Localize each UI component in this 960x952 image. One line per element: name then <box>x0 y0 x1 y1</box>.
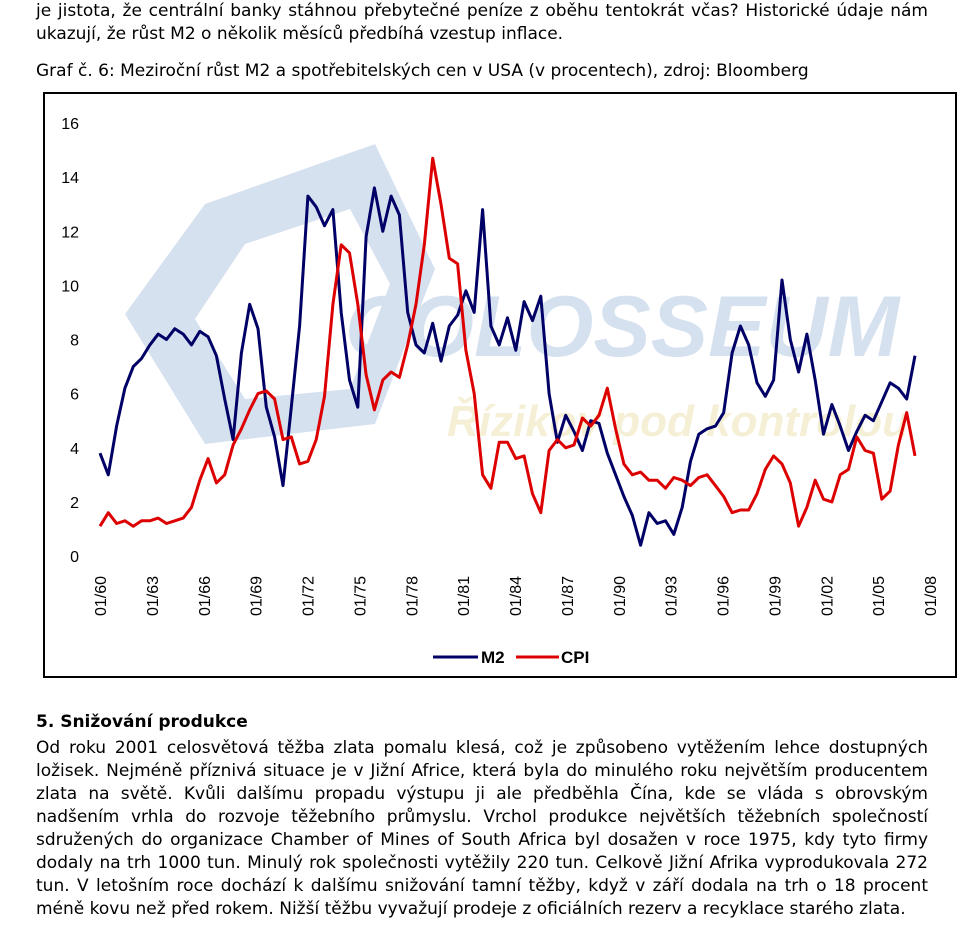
y-tick-label: 12 <box>61 224 79 242</box>
x-tick-label: 01/60 <box>93 576 110 617</box>
x-tick-label: 01/69 <box>248 576 266 617</box>
body-paragraph: Od roku 2001 celosvětová těžba zlata pomalu klesá, což je způsobeno vytěžením lehce dostupných ložisek. Nejméně příznivá situace je v Jižní Africe, která byla do minulého roku největším producentem zlata na světě. Kvůli dalšímu propadu výstupu ji ale předběhla Čína, kde se vláda s obrovským nadšením vrhla do rozvoje těžebního průmyslu. Vrchol produkce největších těžebních společností sdružených do organizace Chamber of Mines of South Africa byl dosažen v roce 1975, kdy tyto firmy dodaly na trh 1000 tun. Minulý rok společnosti vytěžily 220 tun. Celkově Jižní Afrika vyprodukovala 272 tun. V letošním roce dochází k dalšímu snižování tamní těžby, když v září dodala na trh o 18 procent méně kovu než před rokem. Nižší těžbu vyvažují prodeje z oficiálních rezerv a recyklace starého zlata. <box>36 738 928 919</box>
svg-text:COLOSSEUM: COLOSSEUM <box>345 279 900 375</box>
y-tick-label: 16 <box>61 116 79 133</box>
x-tick-label: 01/75 <box>352 576 370 617</box>
x-tick-label: 01/78 <box>404 576 422 617</box>
x-tick-label: 01/93 <box>663 576 681 617</box>
x-tick-label: 01/81 <box>456 576 474 617</box>
x-tick-label: 01/84 <box>508 576 525 617</box>
chart-frame <box>43 92 957 678</box>
y-axis-ticks <box>61 116 79 566</box>
x-tick-label: 01/66 <box>196 576 214 617</box>
y-tick-label: 0 <box>70 549 79 566</box>
x-tick-label: 01/63 <box>144 576 162 617</box>
intro-paragraph: je jistota, že centrální banky stáhnou přebytečné peníze z oběhu tentokrát včas? Historické údaje nám ukazují, že růst M2 o několik měsíců předbíhá vzestup inflace. <box>36 1 928 44</box>
section-heading: 5. Snižování produkce <box>36 712 248 732</box>
x-tick-label: 01/99 <box>767 576 785 617</box>
svg-text:Řízikov pod kontrolou: Řízikov pod kontrolou <box>447 397 909 446</box>
x-tick-label: 01/02 <box>819 576 837 617</box>
x-axis-ticks <box>93 576 940 616</box>
chart-caption: Graf č. 6: Meziroční růst M2 a spotřebitelských cen v USA (v procentech), zdroj: Bloomberg <box>36 61 809 81</box>
y-tick-label: 6 <box>70 386 79 404</box>
chart-legend <box>433 648 589 667</box>
legend-cpi-label: CPI <box>561 648 590 667</box>
y-tick-label: 8 <box>70 332 79 350</box>
x-tick-label: 01/72 <box>300 576 318 617</box>
y-tick-label: 14 <box>61 170 79 188</box>
legend-m2-label: M2 <box>481 648 505 667</box>
y-tick-label: 10 <box>61 278 79 296</box>
y-tick-label: 2 <box>70 494 79 512</box>
colosseum-watermark-logo <box>125 144 909 446</box>
chart-svg <box>45 94 955 676</box>
x-tick-label: 01/90 <box>611 576 629 617</box>
x-tick-label: 01/05 <box>871 576 889 617</box>
x-tick-label: 01/96 <box>715 576 733 617</box>
y-tick-label: 4 <box>70 440 79 458</box>
x-tick-label: 01/87 <box>559 576 577 617</box>
x-tick-label: 01/08 <box>923 576 940 617</box>
